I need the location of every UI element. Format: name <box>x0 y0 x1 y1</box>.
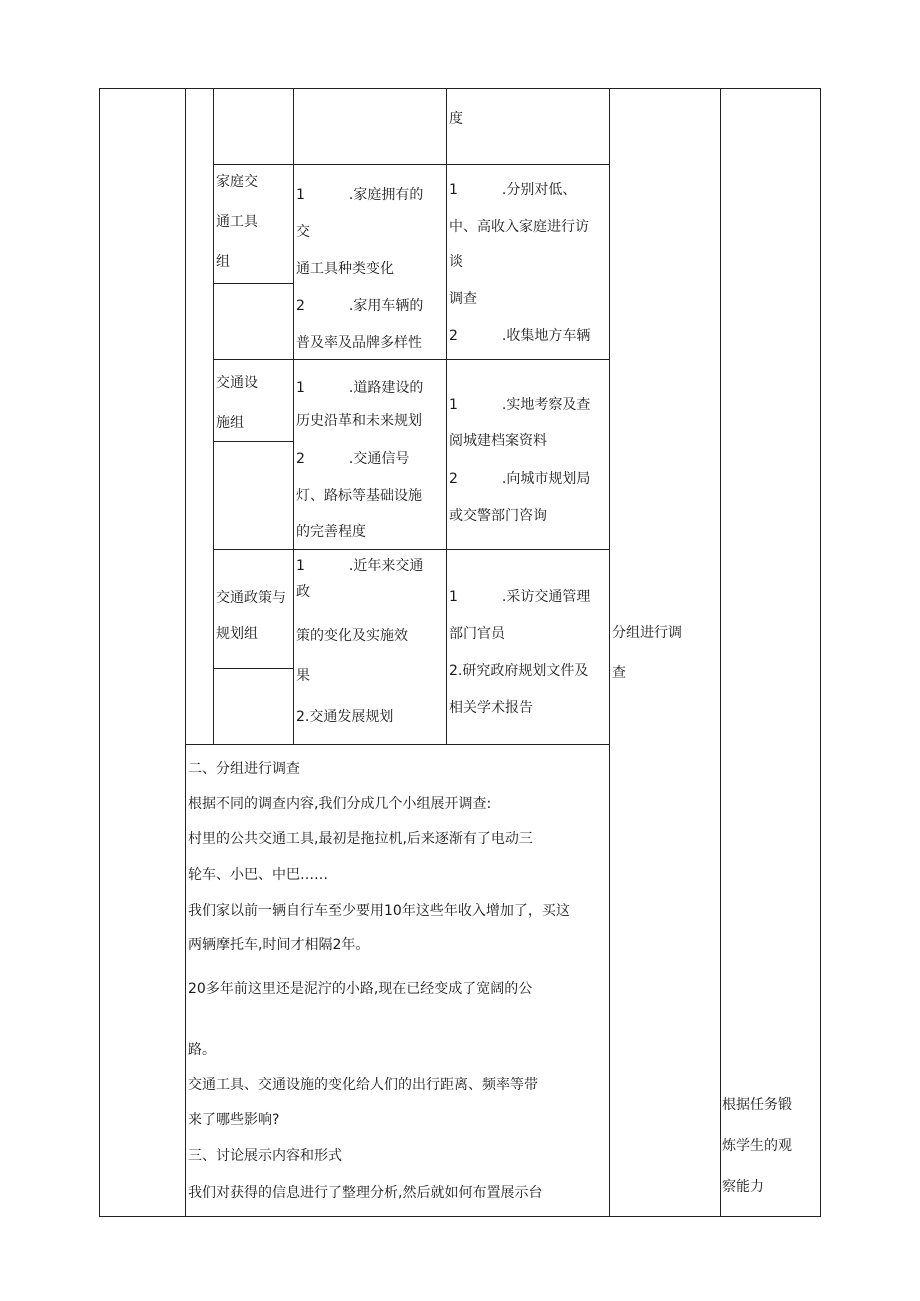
content-line: 通工具种类变化 <box>296 261 394 277</box>
content-line <box>296 556 423 576</box>
item-text: .道路建设的 <box>348 380 424 396</box>
activity-text-line: 分组进行调 <box>612 625 682 641</box>
group-name-line: 施组 <box>216 415 244 431</box>
item-number: 1 <box>449 589 458 605</box>
row-divider-3 <box>213 549 610 550</box>
item-text: .交通信号 <box>348 451 410 467</box>
item-text: .家庭拥有的 <box>348 187 424 203</box>
item-text: .收集地方车辆 <box>501 328 591 344</box>
method-line <box>449 469 590 489</box>
row-divider-3b <box>213 668 293 669</box>
method-line: 谈 <box>449 254 463 270</box>
item-text: .采访交通管理 <box>501 589 591 605</box>
item-number: 2 <box>296 451 305 467</box>
body-line: 交通工具、交通设施的变化给人们的出行距离、频率等带 <box>188 1077 538 1093</box>
content-line: 普及率及品牌多样性 <box>296 335 422 351</box>
item-text: .分别对低、 <box>501 182 577 198</box>
group-name-line: 通工具 <box>216 214 258 230</box>
method-line: 部门官员 <box>449 626 505 642</box>
body-line: 根据不同的调查内容,我们分成几个小组展开调查: <box>188 796 492 812</box>
col-divider-method <box>609 88 610 1217</box>
item-number: 2 <box>296 298 305 314</box>
method-line <box>449 587 590 607</box>
item-number: 1 <box>296 187 305 203</box>
activity-text-line: 查 <box>612 665 626 681</box>
body-line: 我们对获得的信息进行了整理分析,然后就如何布置展示台 <box>188 1185 543 1201</box>
item-number: 1 <box>449 397 458 413</box>
method-line <box>449 395 590 415</box>
col-divider-activity <box>720 88 721 1217</box>
row-divider-4 <box>185 744 610 745</box>
content-line <box>296 296 423 316</box>
table-top-border <box>99 88 821 89</box>
content-line: 政 <box>296 584 310 600</box>
table-left-border <box>99 88 100 1217</box>
row-divider-2b <box>213 441 293 442</box>
method-line <box>449 326 590 346</box>
body-line: 村里的公共交通工具,最初是拖拉机,后来逐渐有了电动三 <box>188 831 533 847</box>
col-divider-content <box>446 88 447 745</box>
content-line: 策的变化及实施效 <box>296 628 408 644</box>
item-text: .家用车辆的 <box>348 298 424 314</box>
method-line: 或交警部门咨询 <box>449 508 547 524</box>
table-bottom-border <box>99 1216 821 1217</box>
content-line: 历史沿革和未来规划 <box>296 413 422 429</box>
method-line: 阅城建档案资料 <box>449 433 547 449</box>
purpose-text-line: 炼学生的观 <box>722 1138 792 1154</box>
purpose-text-line: 根据任务锻 <box>722 1097 792 1113</box>
row-divider-2 <box>213 359 610 360</box>
method-tail-text: 度 <box>449 111 463 127</box>
item-number: 2 <box>449 328 458 344</box>
group-name-line: 家庭交 <box>216 174 258 190</box>
method-line: 中、高收入家庭进行访 <box>449 219 589 235</box>
col-divider-group <box>293 88 294 745</box>
method-line: 相关学术报告 <box>449 700 533 716</box>
content-line <box>296 378 423 398</box>
body-line: 20多年前这里还是泥泞的小路,现在已经变成了宽阔的公 <box>188 981 533 997</box>
item-number: 1 <box>449 182 458 198</box>
body-line: 两辆摩托车,时间才相隔2年。 <box>188 937 370 953</box>
method-line: 2.研究政府规划文件及 <box>449 663 589 679</box>
item-number: 1 <box>296 558 305 574</box>
content-line: 灯、路标等基础设施 <box>296 488 422 504</box>
body-line: 我们家以前一辆自行车至少要用10年这些年收入增加了，买这 <box>188 903 570 919</box>
content-line: 交 <box>296 224 310 240</box>
purpose-text-line: 察能力 <box>722 1179 764 1195</box>
method-line <box>449 180 576 200</box>
section-heading: 三、讨论展示内容和形式 <box>188 1148 342 1164</box>
item-number: 1 <box>296 380 305 396</box>
body-line: 轮车、小巴、中巴…… <box>188 867 328 883</box>
row-divider-1b <box>213 283 293 284</box>
row-divider-1 <box>213 164 610 165</box>
group-name-line: 组 <box>216 254 230 270</box>
content-line <box>296 449 409 469</box>
content-line: 的完善程度 <box>296 524 366 540</box>
item-text: .向城市规划局 <box>501 471 591 487</box>
group-name-line: 规划组 <box>216 626 258 642</box>
body-line: 来了哪些影响? <box>188 1112 280 1128</box>
col-divider-main-left <box>185 88 186 1217</box>
content-line: 果 <box>296 668 310 684</box>
group-name-line: 交通设 <box>216 375 258 391</box>
body-line: 路。 <box>188 1042 216 1058</box>
table-right-border <box>820 88 821 1217</box>
col-divider-inner-left <box>213 88 214 745</box>
content-line: 2.交通发展规划 <box>296 709 394 725</box>
group-name-line: 交通政策与 <box>216 590 286 606</box>
item-number: 2 <box>449 471 458 487</box>
section-heading: 二、分组进行调查 <box>188 761 300 777</box>
method-line: 调查 <box>449 291 477 307</box>
item-text: .近年来交通 <box>348 558 424 574</box>
content-line <box>296 185 423 205</box>
item-text: .实地考察及查 <box>501 397 591 413</box>
